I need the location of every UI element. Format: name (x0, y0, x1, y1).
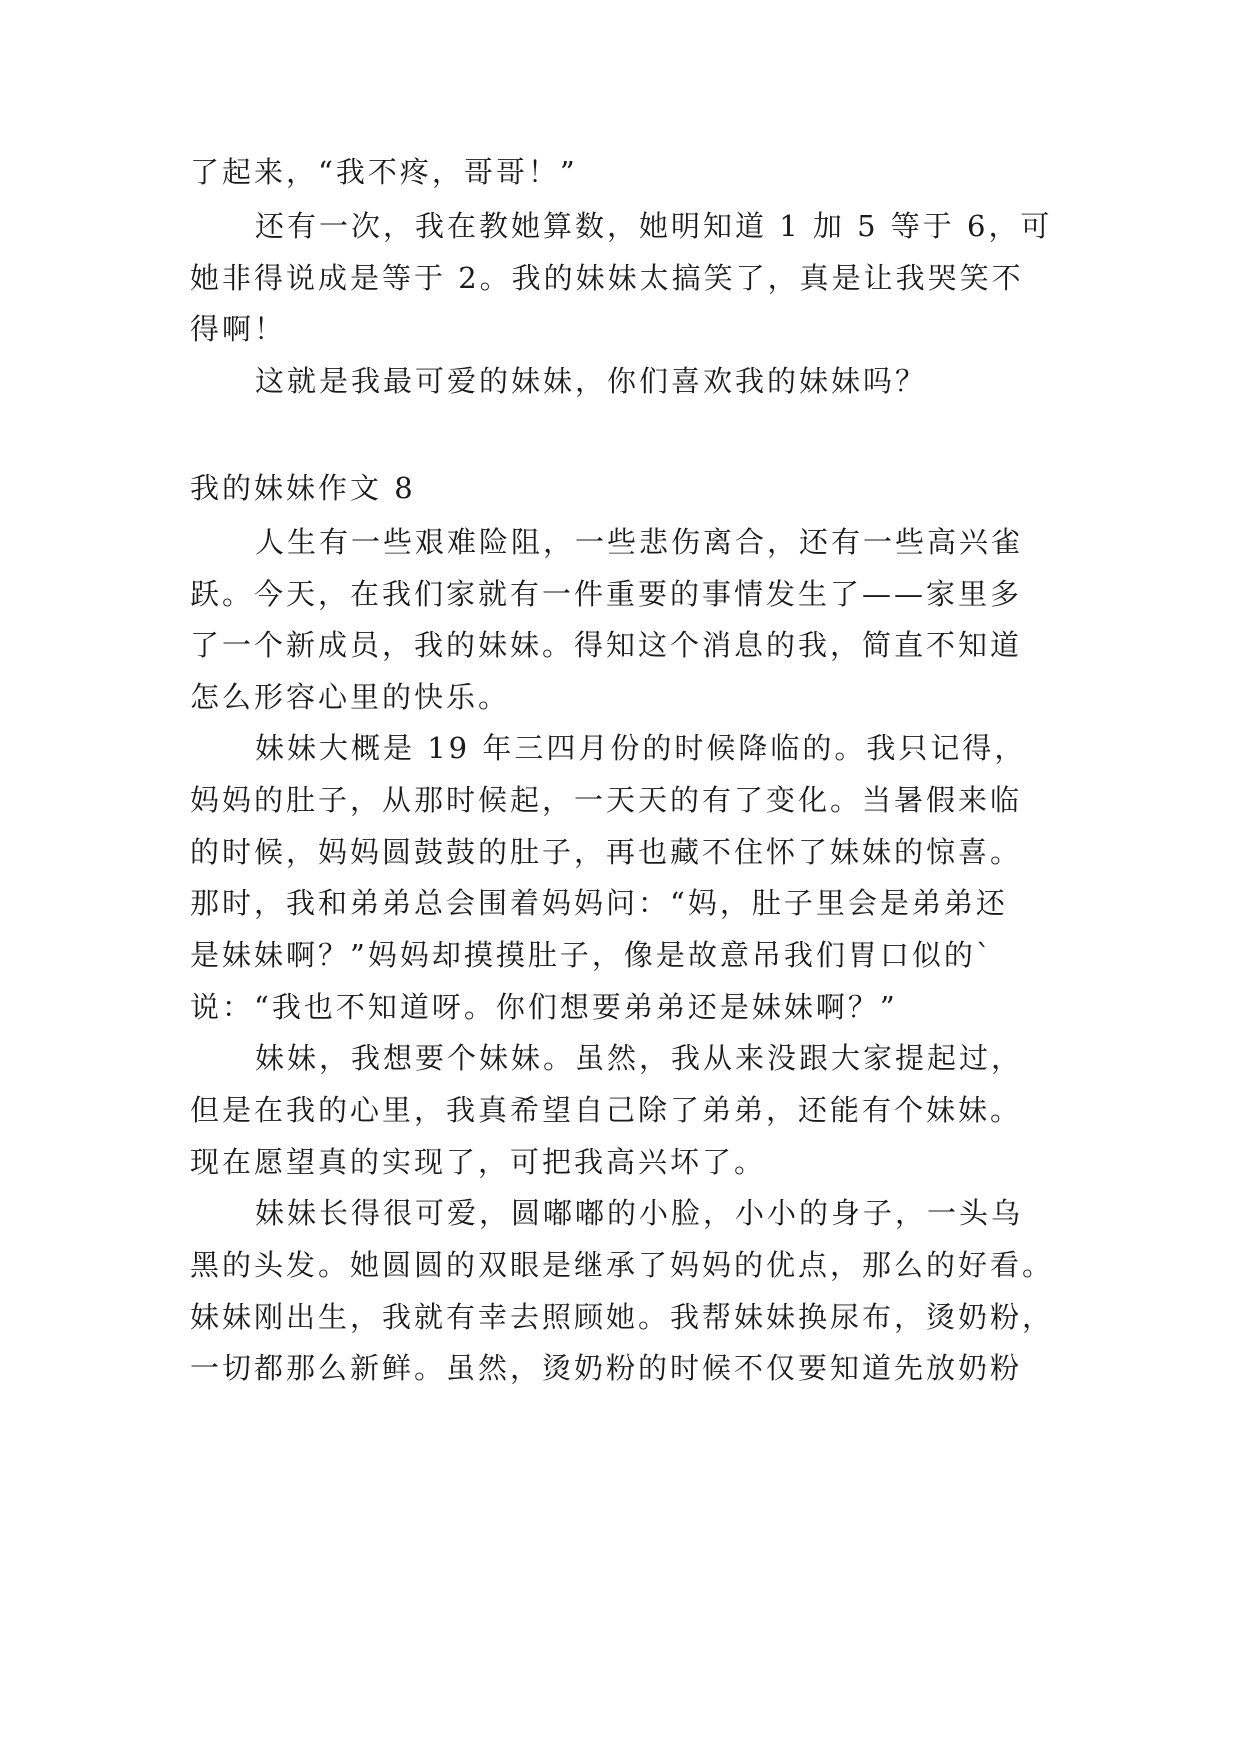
text-line: 妹妹刚出生，我就有幸去照顾她。我帮妹妹换尿布，烫奶粉， (190, 1300, 1055, 1334)
paragraph-first-line: 妹妹，我想要个妹妹。虽然，我从来没跟大家提起过， (255, 1041, 1024, 1075)
text-line: 是妹妹啊？”妈妈却摸摸肚子，像是故意吊我们胃口似的` (190, 938, 994, 972)
text-line: 的时候，妈妈圆鼓鼓的肚子，再也藏不住怀了妹妹的惊喜。 (190, 835, 1023, 869)
paragraph-first-line: 人生有一些艰难险阻，一些悲伤离合，还有一些高兴雀 (255, 525, 1024, 559)
text-line: 那时，我和弟弟总会围着妈妈问：“妈，肚子里会是弟弟还 (190, 886, 1008, 920)
paragraph-first-line: 这就是我最可爱的妹妹，你们喜欢我的妹妹吗？ (255, 364, 928, 398)
paragraph-first-line: 还有一次，我在教她算数，她明知道 1 加 5 等于 6，可 (255, 209, 1053, 243)
paragraph-first-line: 妹妹长得很可爱，圆嘟嘟的小脸，小小的身子，一头乌 (255, 1196, 1024, 1230)
text-line: 她非得说成是等于 2。我的妹妹太搞笑了，真是让我哭笑不 (190, 261, 1024, 295)
text-line: 得啊！ (190, 312, 287, 346)
text-line: 说：“我也不知道呀。你们想要弟弟还是妹妹啊？” (190, 990, 898, 1024)
paragraph-first-line: 妹妹大概是 19 年三四月份的时候降临的。我只记得， (255, 731, 1027, 765)
text-line: 现在愿望真的实现了，可把我高兴坏了。 (190, 1145, 767, 1179)
text-line: 跃。今天，在我们家就有一件重要的事情发生了——家里多 (190, 577, 1023, 611)
text-line: 但是在我的心里，我真希望自己除了弟弟，还能有个妹妹。 (190, 1093, 1023, 1127)
text-line: 一切都那么新鲜。虽然，烫奶粉的时候不仅要知道先放奶粉 (190, 1351, 1023, 1385)
text-line: 了起来，“我不疼，哥哥！” (190, 155, 578, 189)
text-line: 黑的头发。她圆圆的双眼是继承了妈妈的优点，那么的好看。 (190, 1248, 1055, 1282)
text-line: 怎么形容心里的快乐。 (190, 680, 511, 714)
text-line: 了一个新成员，我的妹妹。得知这个消息的我，简直不知道 (190, 628, 1023, 662)
text-line: 妈妈的肚子，从那时候起，一天天的有了变化。当暑假来临 (190, 783, 1023, 817)
section-heading: 我的妹妹作文 8 (190, 471, 416, 505)
